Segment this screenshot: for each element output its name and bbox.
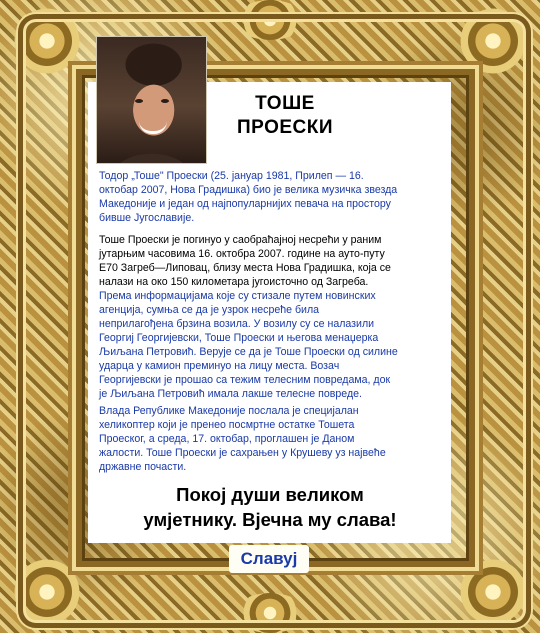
portrait-eye — [135, 99, 143, 103]
accident-paragraph: Тоше Проески је погинуо у саобраћајној несрећи у раним јутарњим часовима 16. октобра 2007. године на ауто-путу Е70 Загреб—Липовац, близу места Нова Градишка, која се налази на око 150 километара југоисточно од Загреба. — [99, 234, 391, 288]
portrait-smile — [139, 121, 167, 134]
portrait-photo — [96, 36, 207, 164]
portrait-eye — [161, 99, 169, 103]
bio-paragraph: Тодор „Тоше" Проески (25. јануар 1981, Прилеп — 16. октобар 2007, Нова Градишка) био је велика музичка звезда Македоније и један од најпопуларнијих певача на простору бивше Југославије. — [99, 170, 398, 224]
closing-tribute: Покој души великом умјетнику. Вјечна му слава! — [143, 484, 397, 530]
title-line-2: ПРОЕСКИ — [236, 117, 333, 138]
signature: Славуј — [229, 545, 309, 573]
funeral-paragraph: Влада Републике Македоније послала је специјалан хеликоптер који је пренео посмртне остатке Тошета Проеског, а среда, 17. октобар, проглашен је Даном жалости. Тоше Проески је сахрањен у Крушеву уз највеће државне почасти. — [99, 405, 386, 473]
title-line-1: ТОШЕ — [255, 93, 315, 114]
page-title — [205, 92, 365, 140]
accident-details-paragraph: Према информацијама које су стизале путем новинских агенција, сумња се да је узрок несреће била неприлагођена брзина возила. У возилу су се налазили Георгиј Георгијевски, Тоше Проески и његова менаџерка Љиљана Петровић. Верује се да је Тоше Проески од силине ударца у камион преминуо на лицу места. Возач Георгијевски је прошао са тежим телесним повредама, док је Љиљана Петровић имала лакше телесне повреде. — [99, 290, 398, 400]
